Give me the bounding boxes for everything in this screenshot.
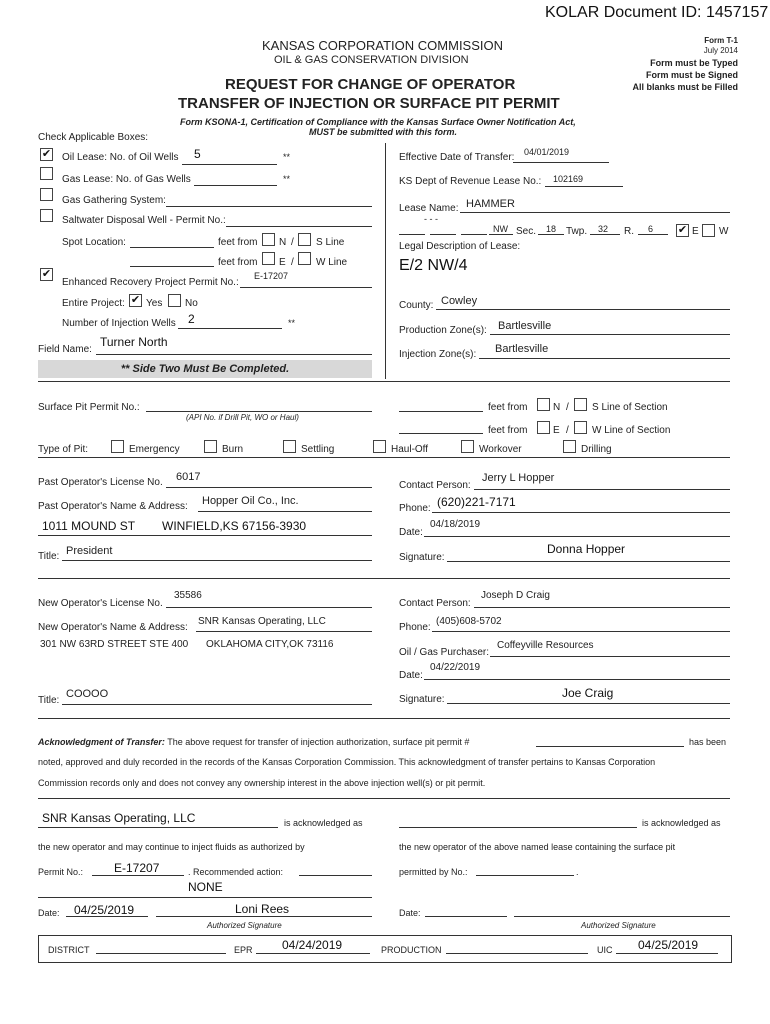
oil-wells-stars: ** xyxy=(283,152,291,162)
new-signature-label: Signature: xyxy=(399,694,445,705)
pit-hauloff-label: Haul-Off xyxy=(391,444,429,455)
bottom-date-value[interactable]: 04/25/2019 xyxy=(74,903,135,917)
epr-label: EPR xyxy=(234,945,253,955)
requirement-filled: All blanks must be Filled xyxy=(632,82,738,92)
past-street-value[interactable]: 1011 MOUND ST xyxy=(42,519,136,533)
gas-lease-label: Gas Lease: No. of Gas Wells xyxy=(62,174,191,185)
past-signature-value[interactable]: Donna Hopper xyxy=(547,542,626,556)
production-zone-label: Production Zone(s): xyxy=(399,325,487,336)
surface-pit-note: (API No. if Drill Pit, WO or Haul) xyxy=(186,413,299,422)
uic-label: UIC xyxy=(597,945,613,955)
past-title-value[interactable]: President xyxy=(66,545,113,557)
new-date-value[interactable]: 04/22/2019 xyxy=(430,662,481,673)
injection-zone-label: Injection Zone(s): xyxy=(399,349,477,360)
range-label: R. xyxy=(624,226,634,237)
range-value[interactable]: 6 xyxy=(648,224,654,234)
pit-burn-checkbox[interactable] xyxy=(204,440,217,453)
ack-line-1 xyxy=(38,737,469,747)
legal-description-value[interactable]: E/2 NW/4 xyxy=(399,257,468,274)
form-title-2: TRANSFER OF INJECTION OR SURFACE PIT PERMIT xyxy=(178,95,560,112)
new-op-lease-text: the new operator of the above named lease containing the surface pit xyxy=(399,842,676,852)
form-date: July 2014 xyxy=(703,46,738,55)
new-license-label: New Operator's License No. xyxy=(38,598,163,609)
range-e-label: E xyxy=(692,226,699,237)
entire-no-label: No xyxy=(185,298,198,309)
injection-wells-value[interactable]: 2 xyxy=(188,312,195,326)
past-license-label: Past Operator's License No. xyxy=(38,477,163,488)
spot-n-label: N xyxy=(279,237,287,248)
entire-project-label: Entire Project: xyxy=(62,298,125,309)
oil-wells-value[interactable]: 5 xyxy=(194,147,201,161)
permit-no-value[interactable]: E-17207 xyxy=(114,861,160,875)
ksona-note-2: MUST be submitted with this form. xyxy=(309,127,457,137)
uic-date-value[interactable]: 04/25/2019 xyxy=(638,938,699,952)
pit-n-label: N xyxy=(553,402,561,413)
check-boxes-label: Check Applicable Boxes: xyxy=(38,132,149,143)
pit-feet-from-2: feet from xyxy=(488,425,528,436)
pit-type-label: Type of Pit: xyxy=(38,444,89,455)
purchaser-label: Oil / Gas Purchaser: xyxy=(399,647,490,658)
spot-w-line-label: W Line xyxy=(316,257,348,268)
district-label: DISTRICT xyxy=(48,945,90,955)
pit-e-label: E xyxy=(553,425,560,436)
spot-feet-from-1: feet from xyxy=(218,237,258,248)
production-label: PRODUCTION xyxy=(381,945,442,955)
eor-checkbox[interactable]: ✔ xyxy=(41,268,52,280)
pit-emergency-checkbox[interactable] xyxy=(111,440,124,453)
sec-value[interactable]: 18 xyxy=(546,224,557,234)
permit-no-label: Permit No.: xyxy=(38,867,84,877)
requirement-typed: Form must be Typed xyxy=(650,58,738,68)
side-two-notice: ** Side Two Must Be Completed. xyxy=(38,360,372,378)
spot-location-label: Spot Location: xyxy=(62,237,126,248)
past-contact-value[interactable]: Jerry L Hopper xyxy=(482,472,555,484)
effective-date-label: Effective Date of Transfer: xyxy=(399,152,515,163)
range-w-label: W xyxy=(719,226,729,237)
production-zone-value[interactable]: Bartlesville xyxy=(498,320,552,332)
county-label: County: xyxy=(399,300,434,311)
agency-name: KANSAS CORPORATION COMMISSION xyxy=(262,38,504,53)
pit-w-checkbox[interactable] xyxy=(574,421,587,434)
field-name-label: Field Name: xyxy=(38,344,92,355)
spot-n-checkbox[interactable] xyxy=(262,233,275,246)
swd-label: Saltwater Disposal Well - Permit No.: xyxy=(62,215,226,226)
quarter-nw-value[interactable]: NW xyxy=(493,224,508,234)
division-name: OIL & GAS CONSERVATION DIVISION xyxy=(274,54,469,66)
ksona-note: Form KSONA-1, Certification of Compliance with the Kansas Surface Owner Notification Act, xyxy=(180,117,576,127)
pit-workover-label: Workover xyxy=(479,444,522,455)
recommended-action-label: . Recommended action: xyxy=(188,867,284,877)
field-name-value[interactable]: Turner North xyxy=(100,335,168,349)
new-license-value[interactable]: 35586 xyxy=(174,590,202,601)
lease-name-value[interactable]: HAMMER xyxy=(466,198,515,210)
new-name-label: New Operator's Name & Address: xyxy=(38,622,188,633)
authorized-signature-label-2: Authorized Signature xyxy=(581,921,656,930)
oil-lease-label: Oil Lease: No. of Oil Wells xyxy=(62,152,179,163)
past-license-value[interactable]: 6017 xyxy=(176,471,201,483)
eor-label: Enhanced Recovery Project Permit No.: xyxy=(62,277,239,288)
past-name-label: Past Operator's Name & Address: xyxy=(38,501,188,512)
new-op-inject-text: the new operator and may continue to inject fluids as authorized by xyxy=(38,842,305,852)
sec-label: Sec. xyxy=(516,226,537,237)
pit-workover-checkbox[interactable] xyxy=(461,440,474,453)
new-street-value[interactable]: 301 NW 63RD STREET STE 400 xyxy=(40,639,189,650)
new-contact-value[interactable]: Joseph D Craig xyxy=(481,590,550,601)
pit-drilling-checkbox[interactable] xyxy=(563,440,576,453)
pit-s-checkbox[interactable] xyxy=(574,398,587,411)
past-date-label: Date: xyxy=(399,527,423,538)
ack-as-label-2: is acknowledged as xyxy=(642,818,721,828)
legal-description-label: Legal Description of Lease: xyxy=(399,241,521,252)
new-phone-label: Phone: xyxy=(399,622,431,633)
new-signature-value[interactable]: Joe Craig xyxy=(562,686,614,700)
form-number: Form T-1 xyxy=(704,36,738,45)
twp-label: Twp. xyxy=(566,226,588,237)
ack-lead: Acknowledgment of Transfer: xyxy=(38,737,165,747)
injection-wells-label: Number of Injection Wells xyxy=(62,318,176,329)
new-contact-label: Contact Person: xyxy=(399,598,471,609)
pit-settling-checkbox[interactable] xyxy=(283,440,296,453)
authorized-signer-value[interactable]: Loni Rees xyxy=(235,902,290,916)
pit-burn-label: Burn xyxy=(222,444,244,455)
new-title-label: Title: xyxy=(38,695,60,706)
swd-checkbox[interactable] xyxy=(40,209,53,222)
injection-wells-stars: ** xyxy=(288,318,296,328)
new-phone-value[interactable]: (405)608-5702 xyxy=(436,616,502,627)
spot-e-checkbox[interactable] xyxy=(262,252,275,265)
oil-lease-checkbox[interactable]: ✔ xyxy=(41,148,52,160)
gas-wells-stars: ** xyxy=(283,174,291,184)
spot-e-label: E xyxy=(279,257,286,268)
pit-e-checkbox[interactable] xyxy=(537,421,550,434)
past-phone-value[interactable]: (620)221-7171 xyxy=(437,495,516,509)
ack-permit-blank[interactable] xyxy=(536,746,684,747)
new-name-value[interactable]: SNR Kansas Operating, LLC xyxy=(198,616,326,627)
form-title-1: REQUEST FOR CHANGE OF OPERATOR xyxy=(225,76,516,93)
gas-lease-checkbox[interactable] xyxy=(40,167,53,180)
gas-gathering-checkbox[interactable] xyxy=(40,188,53,201)
past-contact-label: Contact Person: xyxy=(399,480,471,491)
pit-w-line-label: W Line of Section xyxy=(592,425,671,436)
requirement-signed: Form must be Signed xyxy=(645,70,738,80)
past-signature-label: Signature: xyxy=(399,552,445,563)
permitted-by-label: permitted by No.: xyxy=(399,867,468,877)
ack-has-been: has been xyxy=(689,737,727,747)
past-phone-label: Phone: xyxy=(399,503,431,514)
pit-hauloff-checkbox[interactable] xyxy=(373,440,386,453)
entire-yes-checkbox[interactable]: ✔ xyxy=(130,294,141,306)
quarter-dashes: - - - xyxy=(424,214,438,224)
pit-drilling-label: Drilling xyxy=(581,444,612,455)
eor-permit-value[interactable]: E-17207 xyxy=(254,271,289,281)
county-value[interactable]: Cowley xyxy=(441,295,478,307)
gas-gathering-label: Gas Gathering System: xyxy=(62,195,166,206)
spot-s-checkbox[interactable] xyxy=(298,233,311,246)
past-date-value[interactable]: 04/18/2019 xyxy=(430,519,481,530)
twp-value[interactable]: 32 xyxy=(598,224,609,234)
surface-pit-label: Surface Pit Permit No.: xyxy=(38,402,140,413)
new-title-value[interactable]: COOOO xyxy=(66,688,109,700)
ack-text-2: noted, approved and duly recorded in the records of the Kansas Corporation Commission. This acknowledgment of transfer pertains to Kansas Corporation xyxy=(38,757,656,767)
new-city-value[interactable]: OKLAHOMA CITY,OK 73116 xyxy=(206,639,334,650)
authorized-signature-label: Authorized Signature xyxy=(207,921,282,930)
pit-feet-from-1: feet from xyxy=(488,402,528,413)
spot-w-checkbox[interactable] xyxy=(298,252,311,265)
purchaser-value[interactable]: Coffeyville Resources xyxy=(497,640,594,651)
pit-settling-label: Settling xyxy=(301,444,335,455)
entire-no-checkbox[interactable] xyxy=(168,294,181,307)
ack-as-label: is acknowledged as xyxy=(284,818,363,828)
range-w-checkbox[interactable] xyxy=(702,224,715,237)
past-name-value[interactable]: Hopper Oil Co., Inc. xyxy=(202,495,299,507)
pit-n-checkbox[interactable] xyxy=(537,398,550,411)
past-city-value[interactable]: WINFIELD,KS 67156-3930 xyxy=(162,519,307,533)
entire-yes-label: Yes xyxy=(146,298,163,309)
injection-zone-value[interactable]: Bartlesville xyxy=(495,343,549,355)
spot-feet-from-2: feet from xyxy=(218,257,258,268)
pit-emergency-label: Emergency xyxy=(129,444,180,455)
range-e-checkbox[interactable]: ✔ xyxy=(677,224,688,236)
bottom-date-label: Date: xyxy=(38,908,60,918)
lease-name-label: Lease Name: xyxy=(399,203,459,214)
section-divider xyxy=(385,143,386,379)
ack-text-3: Commission records only and does not convey any ownership interest in the above injection well(s) or pit permit. xyxy=(38,778,486,788)
epr-date-value[interactable]: 04/24/2019 xyxy=(282,938,343,952)
bottom-date-label-2: Date: xyxy=(399,908,421,918)
ksdr-lease-value[interactable]: 102169 xyxy=(553,174,584,184)
ksdr-label: KS Dept of Revenue Lease No.: xyxy=(399,176,542,187)
recommended-action-value[interactable]: NONE xyxy=(188,880,223,894)
pit-s-line-label: S Line of Section xyxy=(592,402,668,413)
document-id: KOLAR Document ID: 1457157 xyxy=(545,4,769,21)
past-title-label: Title: xyxy=(38,551,60,562)
ack-text-1: The above request for transfer of injection authorization, surface pit permit # xyxy=(167,737,470,747)
ack-company-value[interactable]: SNR Kansas Operating, LLC xyxy=(42,811,196,825)
effective-date-value[interactable]: 04/01/2019 xyxy=(524,147,570,157)
spot-s-line-label: S Line xyxy=(316,237,345,248)
new-date-label: Date: xyxy=(399,670,423,681)
